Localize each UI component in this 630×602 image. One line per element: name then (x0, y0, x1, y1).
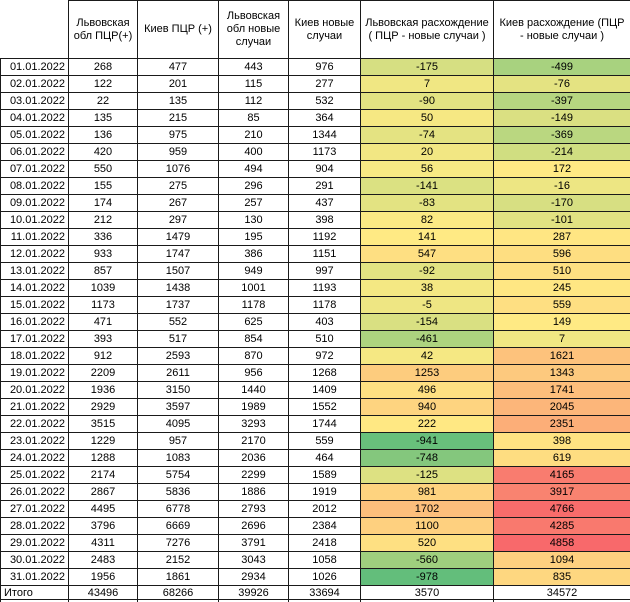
cell-lviv-diff[interactable]: 981 (361, 484, 494, 501)
cell-lviv-diff[interactable]: 20 (361, 144, 494, 161)
table-row (1, 229, 630, 246)
cell-kyiv-new[interactable]: 904 (289, 161, 361, 178)
cell-lviv-diff[interactable]: 82 (361, 212, 494, 229)
cell-kyiv-pcr[interactable]: 957 (138, 433, 219, 450)
cell-lviv-new[interactable]: 195 (219, 229, 289, 246)
cell-lviv-diff[interactable]: -90 (361, 93, 494, 110)
cell-date[interactable]: Итого (1, 586, 69, 600)
cell-lviv-new[interactable]: 2170 (219, 433, 289, 450)
table-row (1, 110, 630, 127)
cell-kyiv-pcr[interactable]: 4095 (138, 416, 219, 433)
cell-lviv-pcr[interactable]: 4311 (69, 535, 138, 552)
cell-date[interactable]: 01.01.2022 (1, 59, 69, 76)
table-row (1, 535, 630, 552)
table-row (1, 569, 630, 586)
cell-lviv-pcr[interactable]: 1288 (69, 450, 138, 467)
cell-kyiv-new[interactable]: 997 (289, 263, 361, 280)
cell-lviv-diff[interactable]: -461 (361, 331, 494, 348)
cell-lviv-diff[interactable]: 520 (361, 535, 494, 552)
cell-lviv-pcr[interactable]: 136 (69, 127, 138, 144)
cell-kyiv-diff[interactable]: 1741 (494, 382, 630, 399)
cell-kyiv-pcr[interactable]: 5754 (138, 467, 219, 484)
cell-lviv-new[interactable]: 949 (219, 263, 289, 280)
table-row (1, 416, 630, 433)
cell-lviv-diff[interactable]: -141 (361, 178, 494, 195)
cell-lviv-diff[interactable]: 222 (361, 416, 494, 433)
table-row (1, 144, 630, 161)
cell-kyiv-new[interactable]: 1058 (289, 552, 361, 569)
cell-lviv-new[interactable]: 3293 (219, 416, 289, 433)
cell-lviv-pcr[interactable]: 212 (69, 212, 138, 229)
cell-lviv-diff[interactable]: -125 (361, 467, 494, 484)
cell-lviv-pcr[interactable]: 1173 (69, 297, 138, 314)
cell-kyiv-pcr[interactable]: 2152 (138, 552, 219, 569)
header-lviv-diff[interactable]: Львовская расхождение ( ПЦР - новые случаи ) (361, 1, 494, 59)
cell-lviv-new[interactable]: 400 (219, 144, 289, 161)
cell-date[interactable]: 30.01.2022 (1, 552, 69, 569)
cell-date[interactable]: 29.01.2022 (1, 535, 69, 552)
cell-lviv-new[interactable]: 257 (219, 195, 289, 212)
cell-kyiv-diff[interactable]: 398 (494, 433, 630, 450)
cell-date[interactable]: 14.01.2022 (1, 280, 69, 297)
table-row (1, 93, 630, 110)
cell-kyiv-diff[interactable]: 287 (494, 229, 630, 246)
cell-kyiv-pcr[interactable]: 6778 (138, 501, 219, 518)
cell-lviv-new[interactable]: 1001 (219, 280, 289, 297)
cell-lviv-diff[interactable]: -175 (361, 59, 494, 76)
cell-lviv-diff[interactable]: -941 (361, 433, 494, 450)
cell-date[interactable]: 16.01.2022 (1, 314, 69, 331)
cell-lviv-new[interactable]: 2793 (219, 501, 289, 518)
table-row (1, 518, 630, 535)
cell-lviv-new[interactable]: 2299 (219, 467, 289, 484)
cell-date[interactable]: 02.01.2022 (1, 76, 69, 93)
table-row (1, 382, 630, 399)
cell-lviv-new[interactable]: 2036 (219, 450, 289, 467)
cell-lviv-new[interactable]: 625 (219, 314, 289, 331)
cell-date[interactable]: 22.01.2022 (1, 416, 69, 433)
cell-lviv-new[interactable]: 2696 (219, 518, 289, 535)
table-row (1, 297, 630, 314)
cell-kyiv-new[interactable]: 510 (289, 331, 361, 348)
cell-kyiv-pcr[interactable]: 1507 (138, 263, 219, 280)
cell-kyiv-new[interactable]: 532 (289, 93, 361, 110)
cell-lviv-diff[interactable]: -5 (361, 297, 494, 314)
cell-lviv-pcr[interactable]: 2174 (69, 467, 138, 484)
cell-date[interactable]: 15.01.2022 (1, 297, 69, 314)
cell-kyiv-diff[interactable]: -101 (494, 212, 630, 229)
cell-kyiv-pcr[interactable]: 1438 (138, 280, 219, 297)
cell-kyiv-pcr[interactable]: 68266 (138, 586, 219, 600)
cell-lviv-pcr[interactable]: 268 (69, 59, 138, 76)
cell-lviv-pcr[interactable]: 550 (69, 161, 138, 178)
cell-lviv-pcr[interactable]: 3796 (69, 518, 138, 535)
cell-lviv-pcr[interactable]: 471 (69, 314, 138, 331)
cell-lviv-new[interactable]: 386 (219, 246, 289, 263)
cell-kyiv-diff[interactable]: -16 (494, 178, 630, 195)
cell-kyiv-pcr[interactable]: 959 (138, 144, 219, 161)
cell-kyiv-diff[interactable]: 4766 (494, 501, 630, 518)
cell-kyiv-pcr[interactable]: 2593 (138, 348, 219, 365)
table-row (1, 467, 630, 484)
cell-date[interactable]: 18.01.2022 (1, 348, 69, 365)
cell-kyiv-new[interactable]: 1173 (289, 144, 361, 161)
cell-kyiv-new[interactable]: 364 (289, 110, 361, 127)
cell-kyiv-new[interactable]: 437 (289, 195, 361, 212)
cell-lviv-new[interactable]: 3043 (219, 552, 289, 569)
cell-lviv-diff[interactable]: 50 (361, 110, 494, 127)
cell-date[interactable]: 25.01.2022 (1, 467, 69, 484)
cell-kyiv-new[interactable]: 291 (289, 178, 361, 195)
table-row (1, 195, 630, 212)
cell-kyiv-pcr[interactable]: 297 (138, 212, 219, 229)
cell-kyiv-pcr[interactable]: 1861 (138, 569, 219, 586)
cell-lviv-new[interactable]: 956 (219, 365, 289, 382)
cell-lviv-new[interactable]: 1886 (219, 484, 289, 501)
cell-kyiv-pcr[interactable]: 517 (138, 331, 219, 348)
table-row (1, 450, 630, 467)
cell-date[interactable]: 09.01.2022 (1, 195, 69, 212)
cell-kyiv-pcr[interactable]: 135 (138, 93, 219, 110)
cell-lviv-new[interactable]: 1440 (219, 382, 289, 399)
cell-kyiv-diff[interactable]: 2045 (494, 399, 630, 416)
cell-kyiv-pcr[interactable]: 2611 (138, 365, 219, 382)
cell-lviv-diff[interactable]: 940 (361, 399, 494, 416)
cell-kyiv-diff[interactable]: 2351 (494, 416, 630, 433)
cell-kyiv-diff[interactable]: 172 (494, 161, 630, 178)
cell-kyiv-new[interactable]: 403 (289, 314, 361, 331)
cell-kyiv-new[interactable]: 1409 (289, 382, 361, 399)
cell-lviv-pcr[interactable]: 174 (69, 195, 138, 212)
cell-date[interactable]: 07.01.2022 (1, 161, 69, 178)
cell-lviv-pcr[interactable]: 2483 (69, 552, 138, 569)
cell-lviv-diff[interactable]: -560 (361, 552, 494, 569)
cell-kyiv-new[interactable]: 2012 (289, 501, 361, 518)
cell-kyiv-diff[interactable]: 7 (494, 331, 630, 348)
cell-kyiv-pcr[interactable]: 975 (138, 127, 219, 144)
cell-kyiv-new[interactable]: 559 (289, 433, 361, 450)
cell-kyiv-new[interactable]: 1552 (289, 399, 361, 416)
table-row (1, 399, 630, 416)
cell-date[interactable]: 26.01.2022 (1, 484, 69, 501)
cell-lviv-diff[interactable]: 141 (361, 229, 494, 246)
header-date[interactable] (1, 1, 69, 59)
cell-kyiv-new[interactable]: 398 (289, 212, 361, 229)
cell-lviv-diff[interactable]: 7 (361, 76, 494, 93)
header-kyiv-diff[interactable]: Киев расхождение (ПЦР - новые случаи ) (494, 1, 630, 59)
cell-lviv-pcr[interactable]: 2209 (69, 365, 138, 382)
cell-date[interactable]: 11.01.2022 (1, 229, 69, 246)
cell-lviv-diff[interactable]: 3570 (361, 586, 494, 600)
cell-lviv-pcr[interactable]: 43496 (69, 586, 138, 600)
table-row (1, 178, 630, 195)
cell-kyiv-new[interactable]: 1151 (289, 246, 361, 263)
cell-lviv-pcr[interactable]: 2867 (69, 484, 138, 501)
cell-kyiv-pcr[interactable]: 477 (138, 59, 219, 76)
cell-kyiv-diff[interactable]: -214 (494, 144, 630, 161)
total-row (1, 586, 630, 600)
cell-kyiv-new[interactable]: 1026 (289, 569, 361, 586)
cell-kyiv-pcr[interactable]: 275 (138, 178, 219, 195)
cell-lviv-diff[interactable]: 547 (361, 246, 494, 263)
cell-kyiv-new[interactable]: 1744 (289, 416, 361, 433)
cell-kyiv-diff[interactable]: 149 (494, 314, 630, 331)
cell-kyiv-new[interactable]: 1344 (289, 127, 361, 144)
cell-date[interactable]: 08.01.2022 (1, 178, 69, 195)
cell-kyiv-pcr[interactable]: 3597 (138, 399, 219, 416)
cell-kyiv-pcr[interactable]: 5836 (138, 484, 219, 501)
cell-kyiv-diff[interactable]: -149 (494, 110, 630, 127)
table-row (1, 76, 630, 93)
cell-date[interactable]: 06.01.2022 (1, 144, 69, 161)
cell-kyiv-pcr[interactable]: 1737 (138, 297, 219, 314)
cell-kyiv-pcr[interactable]: 6669 (138, 518, 219, 535)
cell-lviv-diff[interactable]: 496 (361, 382, 494, 399)
cell-kyiv-pcr[interactable]: 1076 (138, 161, 219, 178)
table-row (1, 127, 630, 144)
cell-lviv-new[interactable]: 3791 (219, 535, 289, 552)
cell-date[interactable]: 19.01.2022 (1, 365, 69, 382)
cell-lviv-pcr[interactable]: 912 (69, 348, 138, 365)
cell-lviv-new[interactable]: 130 (219, 212, 289, 229)
cell-date[interactable]: 21.01.2022 (1, 399, 69, 416)
cell-kyiv-diff[interactable]: 1621 (494, 348, 630, 365)
cell-kyiv-diff[interactable]: 1094 (494, 552, 630, 569)
header-lviv-pcr[interactable]: Львовская обл ПЦР(+) (69, 1, 138, 59)
cell-lviv-new[interactable]: 870 (219, 348, 289, 365)
cell-lviv-diff[interactable]: -83 (361, 195, 494, 212)
cell-lviv-diff[interactable]: 56 (361, 161, 494, 178)
table-row (1, 314, 630, 331)
table-row (1, 280, 630, 297)
cell-kyiv-new[interactable]: 33694 (289, 586, 361, 600)
cell-date[interactable]: 10.01.2022 (1, 212, 69, 229)
cell-lviv-diff[interactable]: -154 (361, 314, 494, 331)
table-row (1, 484, 630, 501)
cell-kyiv-new[interactable]: 1919 (289, 484, 361, 501)
cell-kyiv-diff[interactable]: 4285 (494, 518, 630, 535)
cell-lviv-diff[interactable]: 38 (361, 280, 494, 297)
cell-lviv-diff[interactable]: 1253 (361, 365, 494, 382)
table-row (1, 501, 630, 518)
cell-date[interactable]: 05.01.2022 (1, 127, 69, 144)
cell-lviv-pcr[interactable]: 2929 (69, 399, 138, 416)
cell-lviv-diff[interactable]: 1702 (361, 501, 494, 518)
cell-kyiv-diff[interactable]: 4858 (494, 535, 630, 552)
cell-kyiv-diff[interactable]: 4165 (494, 467, 630, 484)
cell-lviv-pcr[interactable]: 857 (69, 263, 138, 280)
cell-kyiv-new[interactable]: 2418 (289, 535, 361, 552)
cell-date[interactable]: 12.01.2022 (1, 246, 69, 263)
cell-lviv-pcr[interactable]: 933 (69, 246, 138, 263)
header-kyiv-pcr[interactable]: Киев ПЦР (+) (138, 1, 219, 59)
cell-kyiv-diff[interactable]: 34572 (494, 586, 630, 600)
cell-lviv-pcr[interactable]: 420 (69, 144, 138, 161)
cell-kyiv-pcr[interactable]: 552 (138, 314, 219, 331)
cell-date[interactable]: 27.01.2022 (1, 501, 69, 518)
cell-kyiv-diff[interactable]: 510 (494, 263, 630, 280)
cell-lviv-diff[interactable]: -978 (361, 569, 494, 586)
cell-lviv-new[interactable]: 85 (219, 110, 289, 127)
table-row (1, 348, 630, 365)
cell-kyiv-new[interactable]: 277 (289, 76, 361, 93)
cell-lviv-diff[interactable]: -92 (361, 263, 494, 280)
cell-date[interactable]: 17.01.2022 (1, 331, 69, 348)
header-row (1, 1, 630, 59)
cell-lviv-pcr[interactable]: 1936 (69, 382, 138, 399)
cell-kyiv-new[interactable]: 1193 (289, 280, 361, 297)
cell-lviv-new[interactable]: 443 (219, 59, 289, 76)
cell-kyiv-pcr[interactable]: 201 (138, 76, 219, 93)
cell-lviv-new[interactable]: 2934 (219, 569, 289, 586)
cell-lviv-pcr[interactable]: 22 (69, 93, 138, 110)
cell-date[interactable]: 31.01.2022 (1, 569, 69, 586)
cell-kyiv-diff[interactable]: 1343 (494, 365, 630, 382)
header-lviv-new[interactable]: Львовская обл новые случаи (219, 1, 289, 59)
cell-kyiv-diff[interactable]: 245 (494, 280, 630, 297)
cell-kyiv-diff[interactable]: 559 (494, 297, 630, 314)
cell-lviv-pcr[interactable]: 122 (69, 76, 138, 93)
cell-kyiv-pcr[interactable]: 7276 (138, 535, 219, 552)
cell-kyiv-pcr[interactable]: 1083 (138, 450, 219, 467)
cell-lviv-new[interactable]: 210 (219, 127, 289, 144)
header-kyiv-new[interactable]: Киев новые случаи (289, 1, 361, 59)
cell-date[interactable]: 03.01.2022 (1, 93, 69, 110)
cell-date[interactable]: 04.01.2022 (1, 110, 69, 127)
cell-lviv-new[interactable]: 115 (219, 76, 289, 93)
table-row (1, 433, 630, 450)
cell-kyiv-new[interactable]: 1192 (289, 229, 361, 246)
cell-lviv-pcr[interactable]: 1039 (69, 280, 138, 297)
cell-kyiv-new[interactable]: 2384 (289, 518, 361, 535)
cell-lviv-diff[interactable]: -74 (361, 127, 494, 144)
cell-date[interactable]: 23.01.2022 (1, 433, 69, 450)
cell-kyiv-pcr[interactable]: 3150 (138, 382, 219, 399)
cell-lviv-pcr[interactable]: 1956 (69, 569, 138, 586)
cell-kyiv-new[interactable]: 1589 (289, 467, 361, 484)
table-row (1, 161, 630, 178)
cell-kyiv-new[interactable]: 976 (289, 59, 361, 76)
cell-date[interactable]: 24.01.2022 (1, 450, 69, 467)
cell-lviv-new[interactable]: 296 (219, 178, 289, 195)
cell-kyiv-diff[interactable]: -170 (494, 195, 630, 212)
cell-lviv-pcr[interactable]: 1229 (69, 433, 138, 450)
cell-kyiv-pcr[interactable]: 267 (138, 195, 219, 212)
table-row (1, 331, 630, 348)
table-row (1, 246, 630, 263)
cell-kyiv-new[interactable]: 972 (289, 348, 361, 365)
cell-lviv-pcr[interactable]: 336 (69, 229, 138, 246)
cell-kyiv-pcr[interactable]: 1747 (138, 246, 219, 263)
table-row (1, 212, 630, 229)
cell-kyiv-diff[interactable]: -369 (494, 127, 630, 144)
cell-lviv-new[interactable]: 854 (219, 331, 289, 348)
cell-kyiv-pcr[interactable]: 215 (138, 110, 219, 127)
cell-lviv-new[interactable]: 1178 (219, 297, 289, 314)
cell-date[interactable]: 28.01.2022 (1, 518, 69, 535)
table-row (1, 263, 630, 280)
cell-lviv-pcr[interactable]: 4495 (69, 501, 138, 518)
cell-kyiv-diff[interactable]: -397 (494, 93, 630, 110)
cell-lviv-pcr[interactable]: 135 (69, 110, 138, 127)
cell-lviv-new[interactable]: 112 (219, 93, 289, 110)
cell-kyiv-pcr[interactable]: 1479 (138, 229, 219, 246)
cell-lviv-diff[interactable]: -748 (361, 450, 494, 467)
cell-lviv-diff[interactable]: 1100 (361, 518, 494, 535)
cell-kyiv-diff[interactable]: 835 (494, 569, 630, 586)
cell-kyiv-diff[interactable]: -499 (494, 59, 630, 76)
cell-kyiv-diff[interactable]: 619 (494, 450, 630, 467)
cell-kyiv-new[interactable]: 1178 (289, 297, 361, 314)
cell-lviv-pcr[interactable]: 155 (69, 178, 138, 195)
cell-lviv-diff[interactable]: 42 (361, 348, 494, 365)
cell-kyiv-diff[interactable]: 3917 (494, 484, 630, 501)
cell-lviv-pcr[interactable]: 393 (69, 331, 138, 348)
cell-lviv-new[interactable]: 494 (219, 161, 289, 178)
cell-lviv-pcr[interactable]: 3515 (69, 416, 138, 433)
table-row (1, 552, 630, 569)
cell-kyiv-new[interactable]: 464 (289, 450, 361, 467)
cell-kyiv-diff[interactable]: 596 (494, 246, 630, 263)
cell-date[interactable]: 20.01.2022 (1, 382, 69, 399)
table-row (1, 365, 630, 382)
cell-lviv-new[interactable]: 1989 (219, 399, 289, 416)
cell-lviv-new[interactable]: 39926 (219, 586, 289, 600)
cell-kyiv-diff[interactable]: -76 (494, 76, 630, 93)
table-row (1, 59, 630, 76)
cell-date[interactable]: 13.01.2022 (1, 263, 69, 280)
cell-kyiv-new[interactable]: 1268 (289, 365, 361, 382)
